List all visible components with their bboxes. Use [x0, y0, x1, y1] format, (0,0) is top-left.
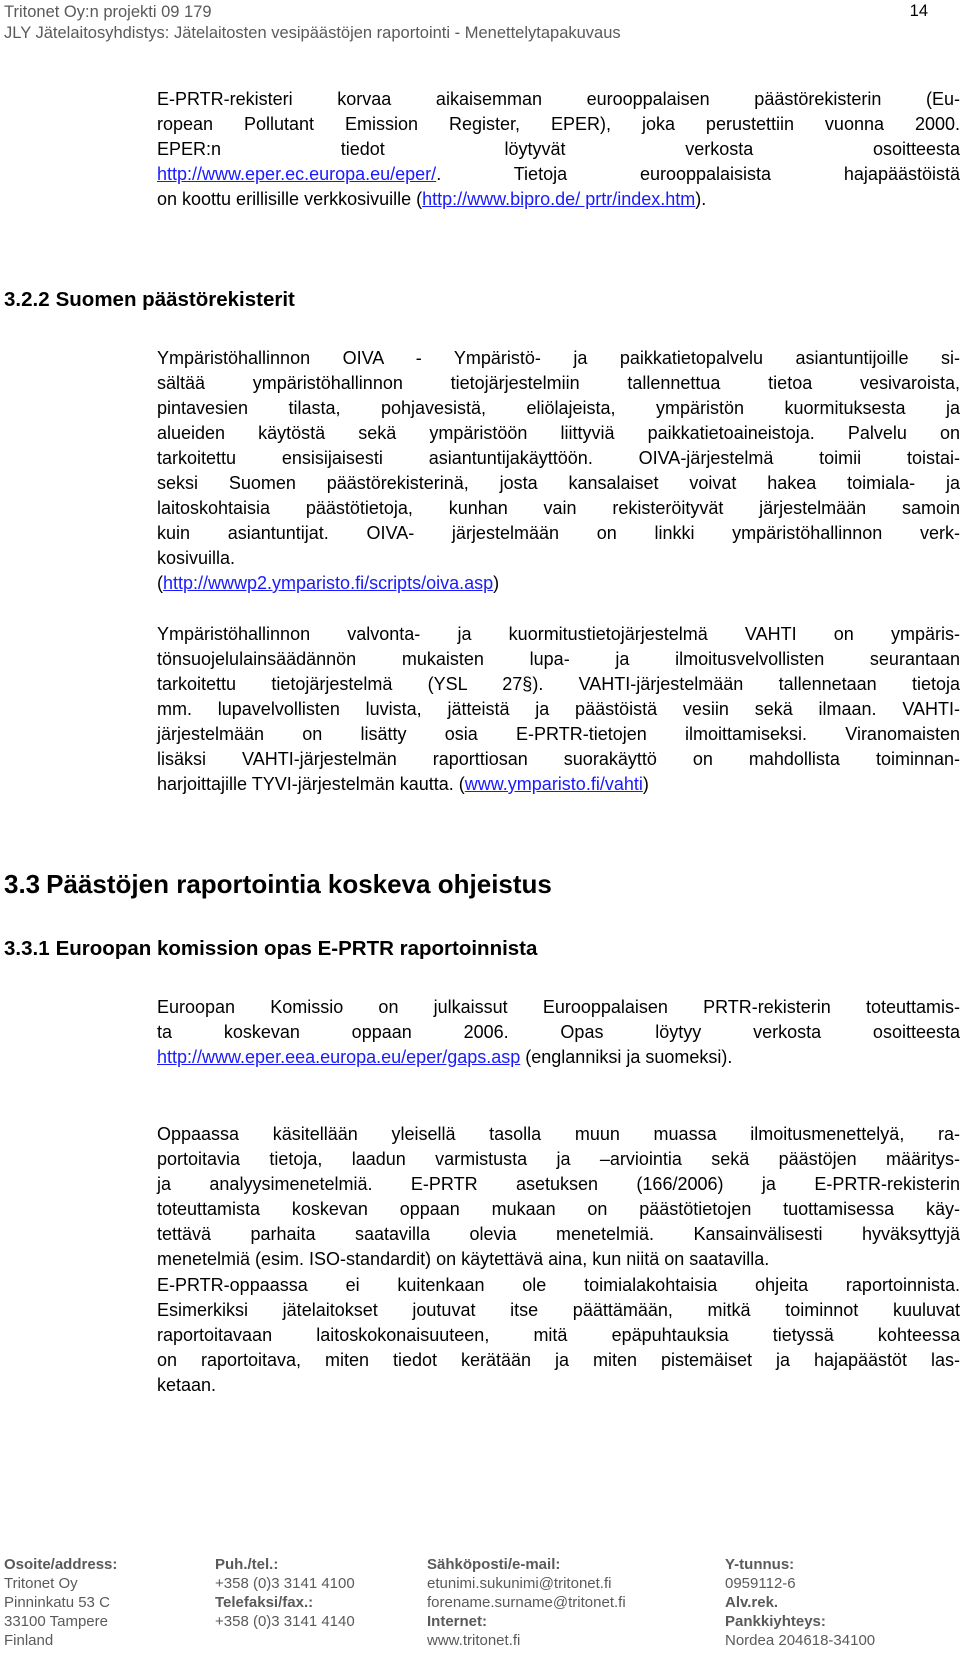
- section-title: Suomen päästörekisterit: [55, 288, 295, 311]
- section-title: Euroopan komission opas E-PRTR raportoinnista: [55, 937, 538, 960]
- text-line: [157, 162, 960, 187]
- section-number: 3.2.2: [4, 288, 50, 311]
- text-line: portoitavia tietoja, laadun varmistusta ja –arviointia sekä päästöjen määritys-: [157, 1149, 960, 1169]
- page-header: [4, 2, 621, 44]
- footer-address: [4, 1555, 117, 1650]
- text-line: Oppaassa käsitellään yleisellä tasolla muun muassa ilmoitusmenettelyä, ra-: [157, 1124, 960, 1144]
- footer-value: www.tritonet.fi: [427, 1632, 521, 1649]
- text-fragment: (: [157, 573, 163, 593]
- text-line: seksi Suomen päästörekisterinä, josta kansalaiset voivat hakea toimiala- ja: [157, 473, 960, 493]
- text-line: pintavesien tilasta, pohjavesistä, eliölajeista, ympäristön kuormituksesta ja: [157, 398, 960, 418]
- text-line: toteuttamista koskevan oppaan mukaan on päästötietojen tuottamisessa käy-: [157, 1199, 960, 1219]
- section-heading-3-3-1: [4, 936, 537, 961]
- header-project-line: Tritonet Oy:n projekti 09 179: [4, 3, 212, 21]
- text-line: tettävä parhaita saatavilla olevia menetelmiä. Kansainvälisesti hyväksyttyjä: [157, 1224, 960, 1244]
- text-line: kosivuilla.: [157, 548, 236, 568]
- text-fragment: ): [493, 573, 500, 593]
- text-fragment: harjoittajille TYVI-järjestelmän kautta. (: [157, 774, 465, 794]
- text-line: Ympäristöhallinnon valvonta- ja kuormitustietojärjestelmä VAHTI on ympäris-: [157, 624, 960, 644]
- text-line: lisäksi VAHTI-järjestelmän raporttiosan suorakäyttö on mahdollista toiminnan-: [157, 749, 960, 769]
- oiva-link[interactable]: http://wwwp2.ymparisto.fi/scripts/oiva.asp: [163, 573, 494, 593]
- text-line: on raportoitava, miten tiedot kerätään ja miten pistemäiset ja hajapäästöt las-: [157, 1350, 960, 1370]
- footer-value: 0959112-6: [725, 1575, 796, 1592]
- text-line: tarkoitettu ensisijaisesti asiantuntijakäyttöön. OIVA-järjestelmä toimii toistai-: [157, 448, 960, 468]
- text-fragment: ): [642, 774, 649, 794]
- paragraph-oiva: [157, 346, 960, 596]
- text-line: menetelmiä (esim. ISO-standardit) on käytettävä aina, kun niitä on saatavilla.: [157, 1249, 770, 1269]
- footer-value: Tritonet Oy: [4, 1575, 78, 1592]
- footer-phone: [215, 1555, 355, 1631]
- footer-label: Telefaksi/fax.:: [215, 1594, 314, 1611]
- footer-label: Osoite/address:: [4, 1556, 118, 1573]
- gaps-link[interactable]: http://www.eper.eea.europa.eu/eper/gaps.asp: [157, 1047, 521, 1067]
- text-line: [157, 571, 960, 596]
- text-line: alueiden käytöstä sekä ympäristöön liittyviä paikkatietoaineistoja. Palvelu on: [157, 423, 960, 443]
- text-line: ketaan.: [157, 1375, 217, 1395]
- text-line: mm. lupavelvollisten luvista, jätteistä ja päästöistä vesiin sekä ilmaan. VAHTI-: [157, 699, 960, 719]
- text-fragment: on koottu erillisille verkkosivuille (: [157, 189, 423, 209]
- paragraph-eprtr-intro: [157, 87, 960, 212]
- text-line: sältää ympäristöhallinnon tietojärjestelmiin tallennettua tietoa vesivaroista,: [157, 373, 960, 393]
- footer-label: Alv.rek.: [725, 1594, 779, 1611]
- paragraph-guide-contents: [157, 1122, 960, 1272]
- text-line: ja analyysimenetelmiä. E-PRTR asetuksen (166/2006) ja E-PRTR-rekisterin: [157, 1174, 960, 1194]
- section-heading-3-2-2: [4, 287, 295, 312]
- paragraph-eprtr-guide: [157, 995, 960, 1070]
- text-line: raportoitavaan laitoskokonaisuuteen, mitä epäpuhtauksia tietyssä kohteessa: [157, 1325, 960, 1345]
- footer-label: Sähköposti/e-mail:: [427, 1556, 561, 1573]
- section-title: Päästöjen raportointia koskeva ohjeistus: [46, 869, 552, 899]
- footer-value: +358 (0)3 3141 4100: [215, 1575, 355, 1592]
- paragraph-guide-limitations: [157, 1273, 960, 1398]
- text-line: ta koskevan oppaan 2006. Opas löytyy verkosta osoitteesta: [157, 1022, 960, 1042]
- text-line: [157, 1045, 960, 1070]
- footer-value: Pinninkatu 53 C: [4, 1594, 110, 1611]
- eper-link[interactable]: http://www.eper.ec.europa.eu/eper/: [157, 164, 437, 184]
- text-line: EPER:n tiedot löytyvät verkosta osoitteesta: [157, 139, 960, 159]
- footer-value: Finland: [4, 1632, 54, 1649]
- text-line: laitoskohtaisia päästötietoja, kunhan vain rekisteröityvät järjestelmään samoin: [157, 498, 960, 518]
- section-number: 3.3.1: [4, 937, 50, 960]
- footer-label: Y-tunnus:: [725, 1556, 795, 1573]
- footer-value: forename.surname@tritonet.fi: [427, 1594, 626, 1611]
- text-line: [157, 187, 960, 212]
- bipro-link[interactable]: http://www.bipro.de/ prtr/index.htm: [422, 189, 696, 209]
- page-number: 14: [909, 2, 928, 20]
- paragraph-vahti: [157, 622, 960, 797]
- section-number: 3.3: [4, 869, 41, 899]
- footer-company-id: [725, 1555, 875, 1650]
- text-line: E-PRTR-oppaassa ei kuitenkaan ole toimialakohtaisia ohjeita raportoinnista.: [157, 1275, 960, 1295]
- header-title-line: JLY Jätelaitosyhdistys: Jätelaitosten vesipäästöjen raportointi - Menettelytapakuvaus: [4, 24, 621, 42]
- text-line: ropean Pollutant Emission Register, EPER), joka perustettiin vuonna 2000.: [157, 114, 960, 134]
- footer-value: +358 (0)3 3141 4140: [215, 1613, 355, 1630]
- text-line: kuin asiantuntijat. OIVA- järjestelmään on linkki ympäristöhallinnon verk-: [157, 523, 960, 543]
- footer-label: Pankkiyhteys:: [725, 1613, 826, 1630]
- footer-value: etunimi.sukunimi@tritonet.fi: [427, 1575, 612, 1592]
- text-line: Esimerkiksi jätelaitokset joutuvat itse päättämään, mitkä toiminnot kuuluvat: [157, 1300, 960, 1320]
- text-line: Ympäristöhallinnon OIVA - Ympäristö- ja paikkatietopalvelu asiantuntijoille si-: [157, 348, 960, 368]
- footer-label: Puh./tel.:: [215, 1556, 279, 1573]
- text-line: E-PRTR-rekisteri korvaa aikaisemman eurooppalaisen päästörekisterin (Eu-: [157, 89, 960, 109]
- footer-value: 33100 Tampere: [4, 1613, 108, 1630]
- text-line: tarkoitettu tietojärjestelmä (YSL 27§). VAHTI-järjestelmään tallennetaan tietoja: [157, 674, 960, 694]
- section-heading-3-3: [4, 869, 552, 899]
- text-line: tönsuojelulainsäädännön mukaisten lupa- ja ilmoitusvelvollisten seurantaan: [157, 649, 960, 669]
- vahti-link[interactable]: www.ymparisto.fi/vahti: [464, 774, 643, 794]
- text-line: Euroopan Komissio on julkaissut Eurooppalaisen PRTR-rekisterin toteuttamis-: [157, 997, 960, 1017]
- text-line: [157, 772, 960, 797]
- footer-email: [427, 1555, 626, 1650]
- text-line: järjestelmään on lisätty osia E-PRTR-tietojen ilmoittamiseksi. Viranomaisten: [157, 724, 960, 744]
- text-fragment: . Tietoja eurooppalaisista hajapäästöistä: [436, 164, 960, 184]
- text-fragment: ).: [695, 189, 707, 209]
- footer-label: Internet:: [427, 1613, 487, 1630]
- text-fragment: (englanniksi ja suomeksi).: [520, 1047, 733, 1067]
- footer-value: Nordea 204618-34100: [725, 1632, 876, 1649]
